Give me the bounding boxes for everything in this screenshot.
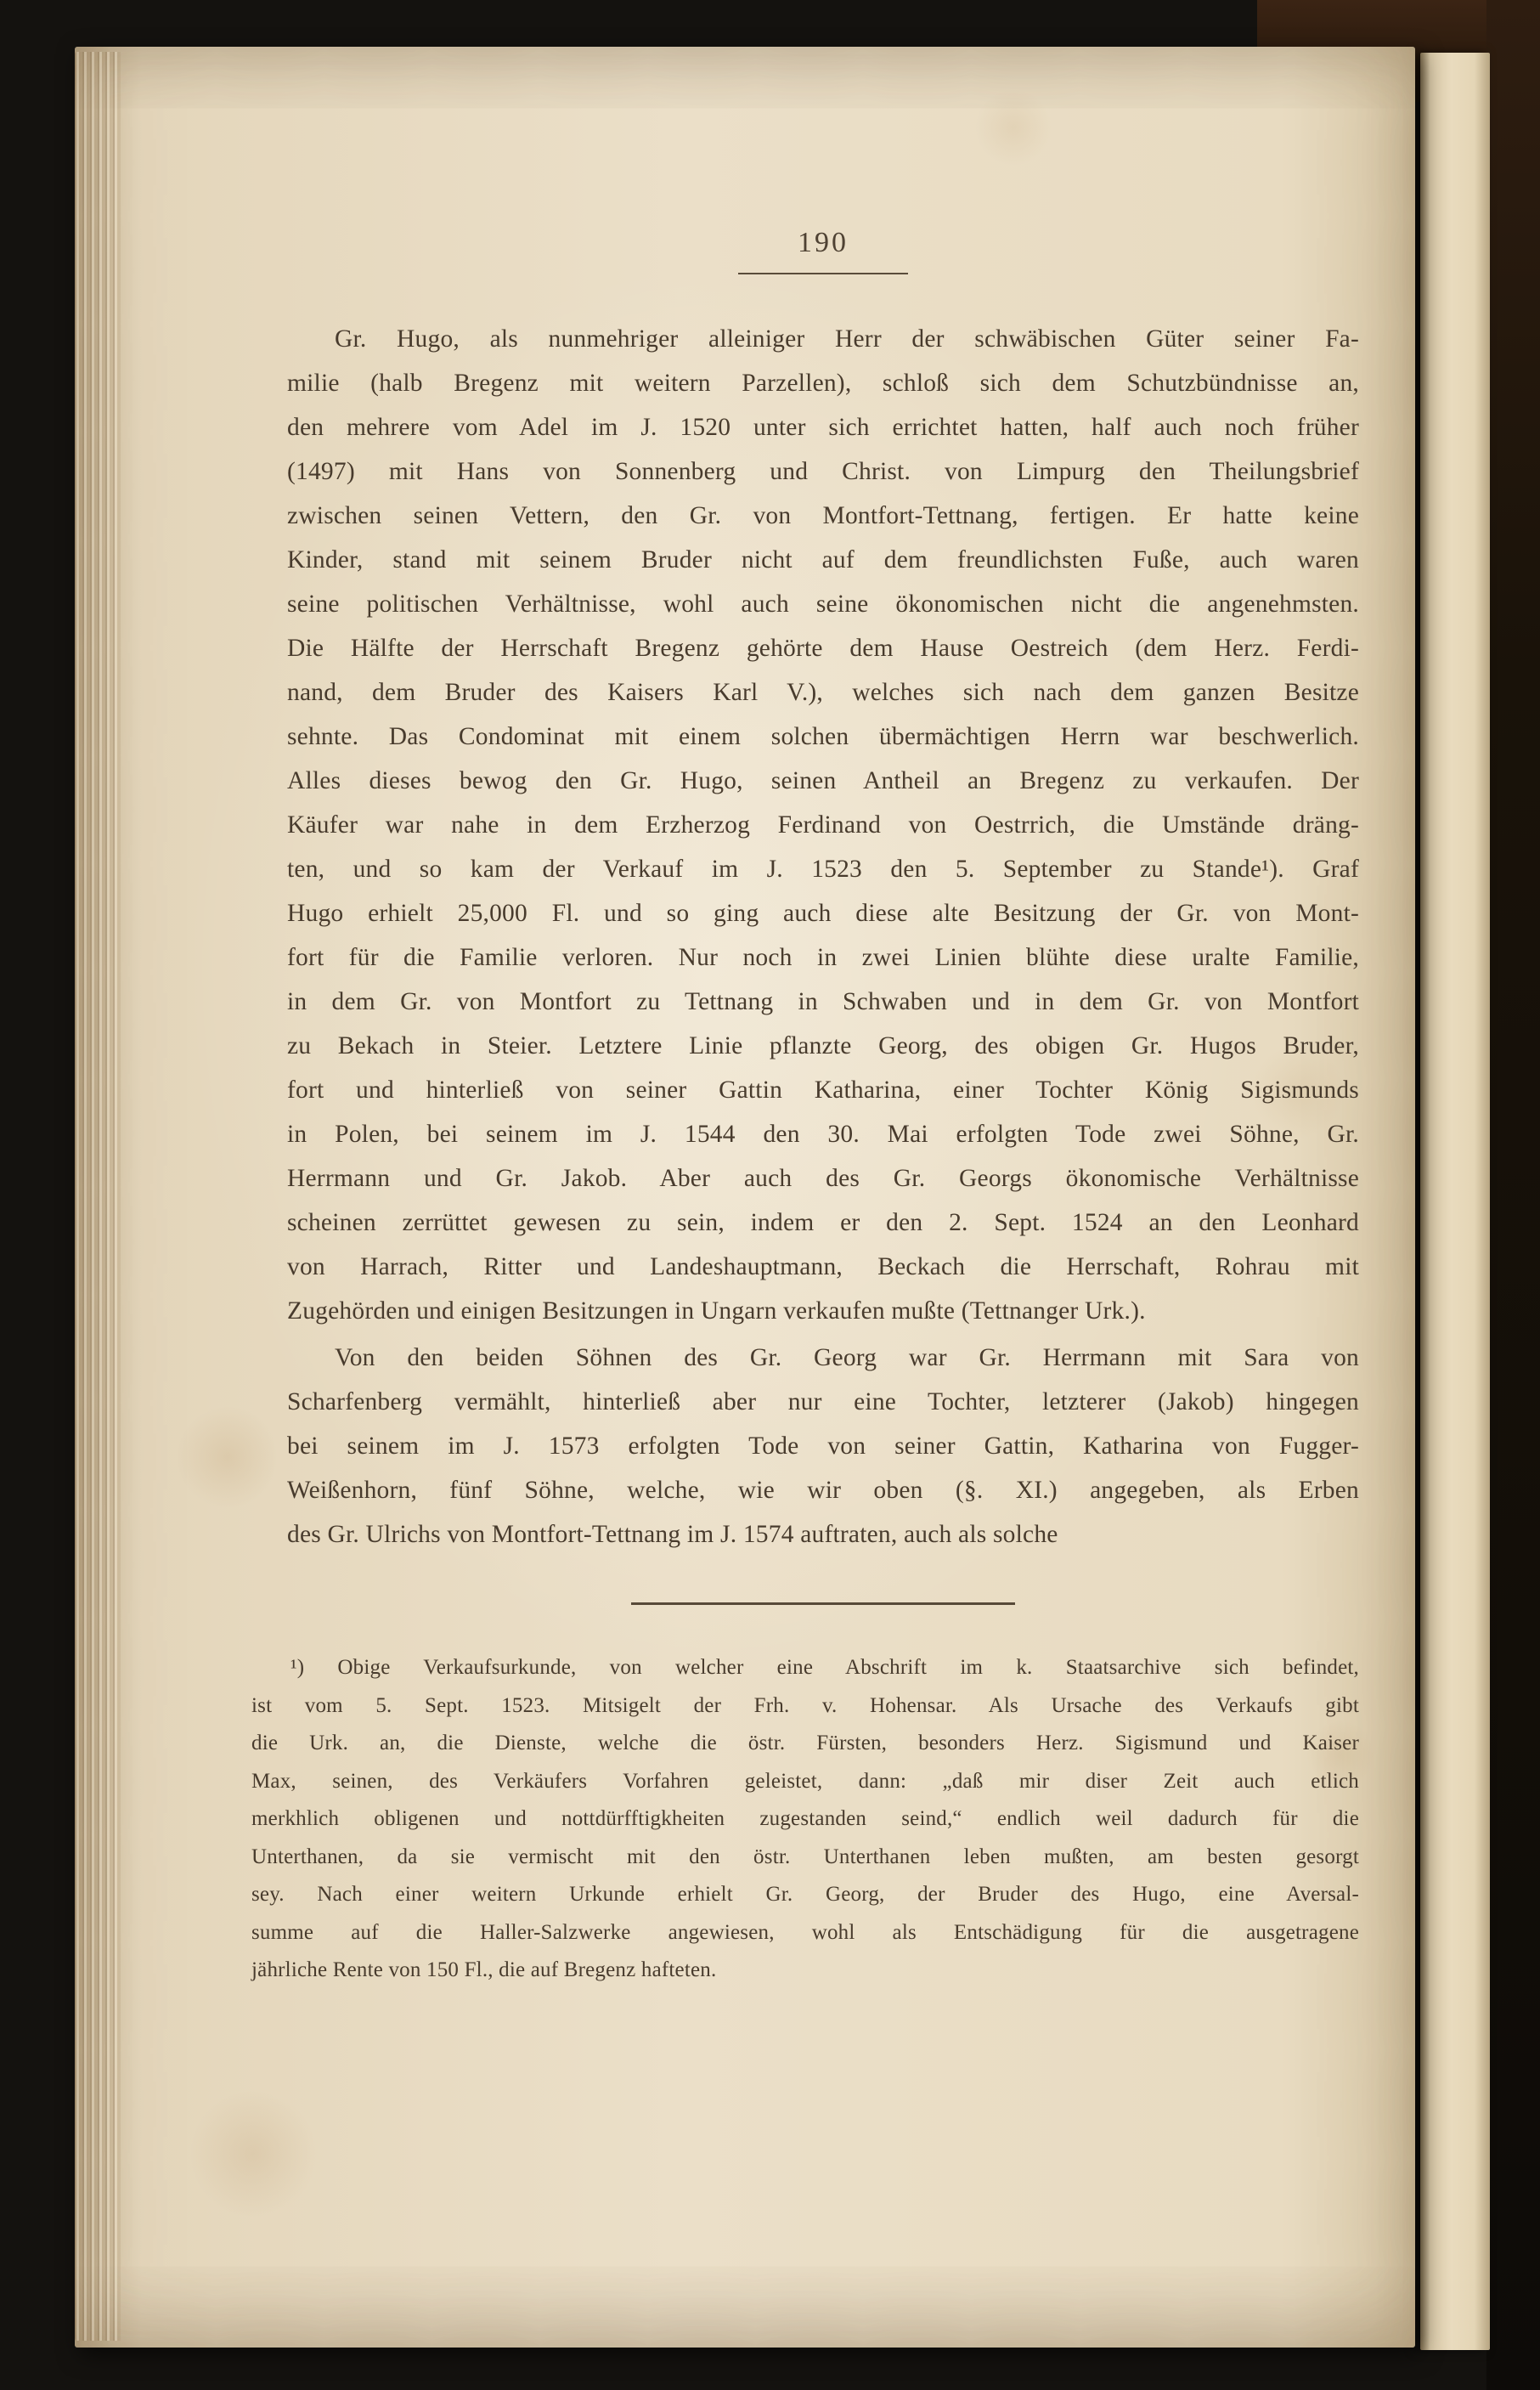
page-content [251,47,1359,1990]
body-text [287,317,1359,1557]
text-line: scheinen zerrüttet gewesen zu sein, indem er den 2. Sept. 1524 an den Leonhard [287,1209,1359,1236]
footnote-separator [631,1602,1015,1605]
text-line: ¹) Obige Verkaufsurkunde, von welcher eine Abschrift im k. Staatsarchive sich befindet, [291,1656,1359,1679]
footnote [251,1649,1359,1990]
book-edge-right [1486,0,1540,2390]
text-line: seine politischen Verhältnisse, wohl auch seine ökonomischen nicht die angenehmsten. [287,590,1359,618]
text-line: Hugo erhielt 25,000 Fl. und so ging auch diese alte Besitzung der Gr. von Mont- [287,900,1359,927]
text-line: Zugehörden und einigen Besitzungen in Ungarn verkaufen mußte (Tettnanger Urk.). [287,1297,1146,1325]
text-line: in dem Gr. von Montfort zu Tettnang in Schwaben und in dem Gr. von Montfort [287,988,1359,1015]
text-line: den mehrere vom Adel im J. 1520 unter sich errichtet hatten, half auch noch früher [287,414,1359,441]
page-number: 190 [738,227,908,274]
text-line: zwischen seinen Vettern, den Gr. von Montfort-Tettnang, fertigen. Er hatte keine [287,502,1359,529]
text-line: ist vom 5. Sept. 1523. Mitsigelt der Frh. v. Hohensar. Als Ursache des Verkaufs gibt [251,1693,1359,1717]
page-stack-edges [75,52,121,2341]
text-line: Die Hälfte der Herrschaft Bregenz gehörte dem Hause Oestreich (dem Herz. Ferdi- [287,635,1359,662]
text-line: sey. Nach einer weitern Urkunde erhielt Gr. Georg, der Bruder des Hugo, eine Aversal- [251,1883,1359,1906]
text-line: (1497) mit Hans von Sonnenberg und Christ. von Limpurg den Theilungsbrief [287,458,1359,485]
text-line: Alles dieses bewog den Gr. Hugo, seinen Antheil an Bregenz zu verkaufen. Der [287,767,1359,794]
text-line: summe auf die Haller-Salzwerke angewiesen, wohl als Entschädigung für die ausgetragene [251,1920,1359,1944]
text-line: Unterthanen, da sie vermischt mit den östr. Unterthanen leben mußten, am besten gesorgt [251,1845,1359,1868]
paragraph [287,317,1359,1333]
text-line: Käufer war nahe in dem Erzherzog Ferdinand von Oestrrich, die Umstände dräng- [287,811,1359,839]
text-line: Kinder, stand mit seinem Bruder nicht auf dem freundlichsten Fuße, auch waren [287,546,1359,573]
text-line: sehnte. Das Condominat mit einem solchen übermächtigen Herrn war beschwerlich. [287,723,1359,750]
text-line: des Gr. Ulrichs von Montfort-Tettnang im J. 1574 auftraten, auch als solche [287,1521,1058,1548]
text-line: merkhlich obligenen und nottdürfftigkheiten zugestanden seind,“ endlich weil dadurch für die [251,1807,1359,1830]
text-line: jährliche Rente von 150 Fl., die auf Bregenz hafteten. [251,1958,717,1981]
text-line: Herrmann und Gr. Jakob. Aber auch des Gr. Georgs ökonomische Verhältnisse [287,1165,1359,1192]
text-line: fort und hinterließ von seiner Gattin Katharina, einer Tochter König Sigismunds [287,1076,1359,1104]
text-line: Weißenhorn, fünf Söhne, welche, wie wir oben (§. XI.) angegeben, als Erben [287,1477,1359,1504]
text-line: nand, dem Bruder des Kaisers Karl V.), welches sich nach dem ganzen Besitze [287,679,1359,706]
text-line: von Harrach, Ritter und Landeshauptmann, Beckach die Herrschaft, Rohrau mit [287,1253,1359,1280]
text-line: in Polen, bei seinem im J. 1544 den 30. Mai erfolgten Tode zwei Söhne, Gr. [287,1121,1359,1148]
text-line: die Urk. an, die Dienste, welche die östr. Fürsten, besonders Herz. Sigismund und Kaiser [251,1732,1359,1754]
text-line: Scharfenberg vermählt, hinterließ aber nur eine Tochter, letzterer (Jakob) hingegen [287,1388,1359,1415]
text-line: fort für die Familie verloren. Nur noch in zwei Linien blühte diese uralte Familie, [287,944,1359,971]
text-line: Gr. Hugo, als nunmehriger alleiniger Herr der schwäbischen Güter seiner Fa- [335,325,1359,353]
book-page [75,47,1415,2348]
text-line: ten, und so kam der Verkauf im J. 1523 den 5. September zu Stande¹). Graf [287,856,1359,883]
text-line: milie (halb Bregenz mit weitern Parzellen), schloß sich dem Schutzbündnisse an, [287,370,1359,397]
paragraph [287,1336,1359,1557]
text-line: zu Bekach in Steier. Letztere Linie pflanzte Georg, des obigen Gr. Hugos Bruder, [287,1032,1359,1059]
text-line: Max, seinen, des Verkäufers Vorfahren geleistet, dann: „daß mir diser Zeit auch etlich [251,1769,1359,1793]
next-page-edge [1420,53,1490,2350]
text-line: Von den beiden Söhnen des Gr. Georg war Gr. Herrmann mit Sara von [335,1344,1359,1371]
text-line: bei seinem im J. 1573 erfolgten Tode von seiner Gattin, Katharina von Fugger- [287,1432,1359,1460]
